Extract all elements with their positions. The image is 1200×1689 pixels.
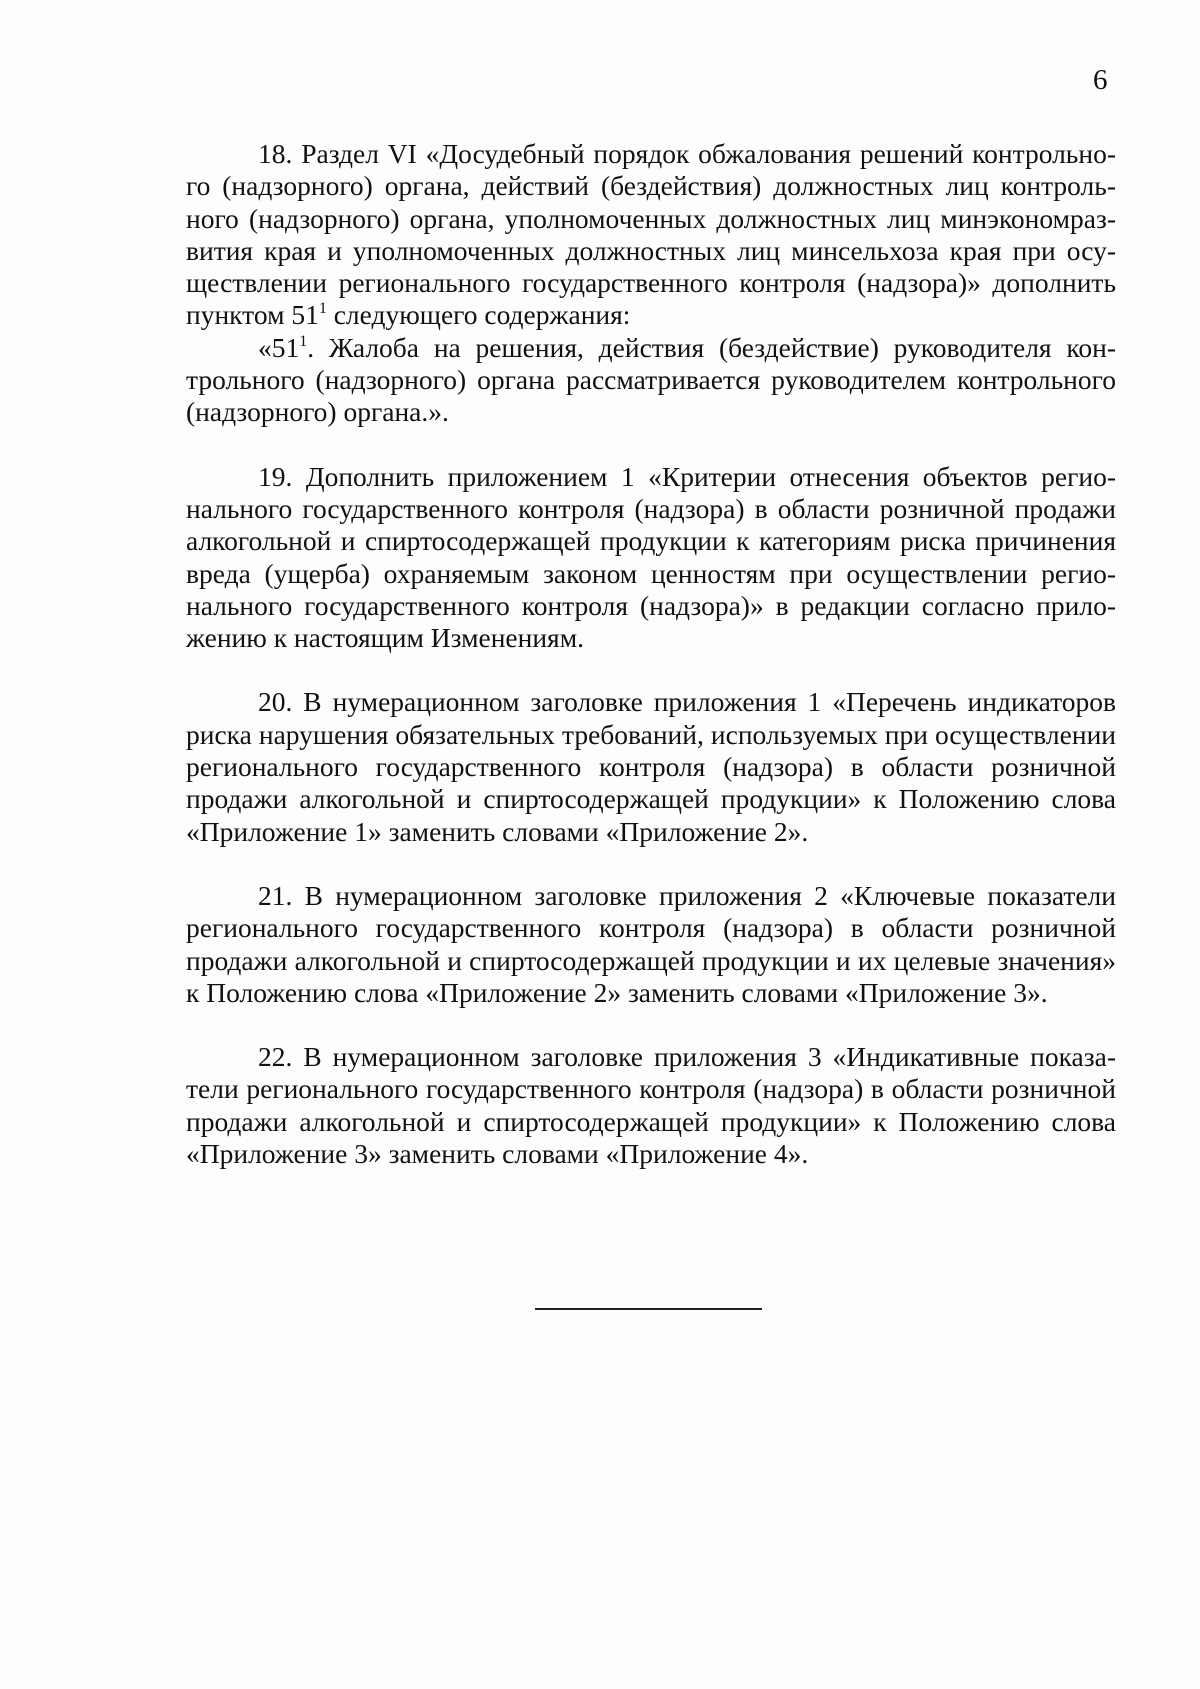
paragraph-22: 22. В нумерационном заголовке приложения 3 «Индикативные показатели регионального государственного контроля (надзора) в области розничной продажи алкогольной и спиртосодержащей продукции» к Положению слова «Приложение 3» заменить словами «Приложение 4». [186,1041,1116,1170]
document-body [186,138,1116,1170]
paragraph-19: 19. Дополнить приложением 1 «Критерии отнесения объектов регионального государственного контроля (надзора) в области розничной продажи алкогольной и спиртосодержащей продукции к категориям риска причинения вреда (ущерба) охраняемым законом ценностям при осуществлении регионального государственного контроля (надзора)» в редакции согласно приложению к настоящим Изменениям. [186,460,1116,654]
paragraph-21: 21. В нумерационном заголовке приложения 2 «Ключевые показатели регионального государственного контроля (надзора) в области розничной продажи алкогольной и спиртосодержащей продукции и их целевые значения» к Положению слова «Приложение 2» заменить словами «Приложение 3». [186,879,1116,1008]
paragraph-text: следующего содержания: [326,299,631,331]
superscript: 1 [299,332,308,350]
paragraph-text: . Жалоба на решения, действия (бездействие) руководителя контрольного (надзорного) органа рассматривается руководителем контрольного (надзорного) органа.». [186,331,1116,428]
closing-divider [535,1308,762,1310]
paragraph-18 [186,138,1116,332]
superscript: 1 [318,300,327,318]
paragraph-18-quote [186,332,1116,429]
paragraph-text: «51 [258,331,300,363]
paragraph-20: 20. В нумерационном заголовке приложения 1 «Перечень индикаторов риска нарушения обязательных требований, используемых при осуществлении регионального государственного контроля (надзора) в области розничной продажи алкогольной и спиртосодержащей продукции» к Положению слова «Приложение 1» заменить словами «Приложение 2». [186,686,1116,847]
paragraph-text: 18. Раздел VI «Досудебный порядок обжалования решений контрольного (надзорного) органа, действий (бездействия) должностных лиц контрольного (надзорного) органа, уполномоченных должностных лиц минэкономразвития края и уполномоченных должностных лиц минсельхоза края при осуществлении регионального государственного контроля (надзора)» дополнить пунктом 51 [186,138,1116,331]
page-number: 6 [1093,64,1108,96]
